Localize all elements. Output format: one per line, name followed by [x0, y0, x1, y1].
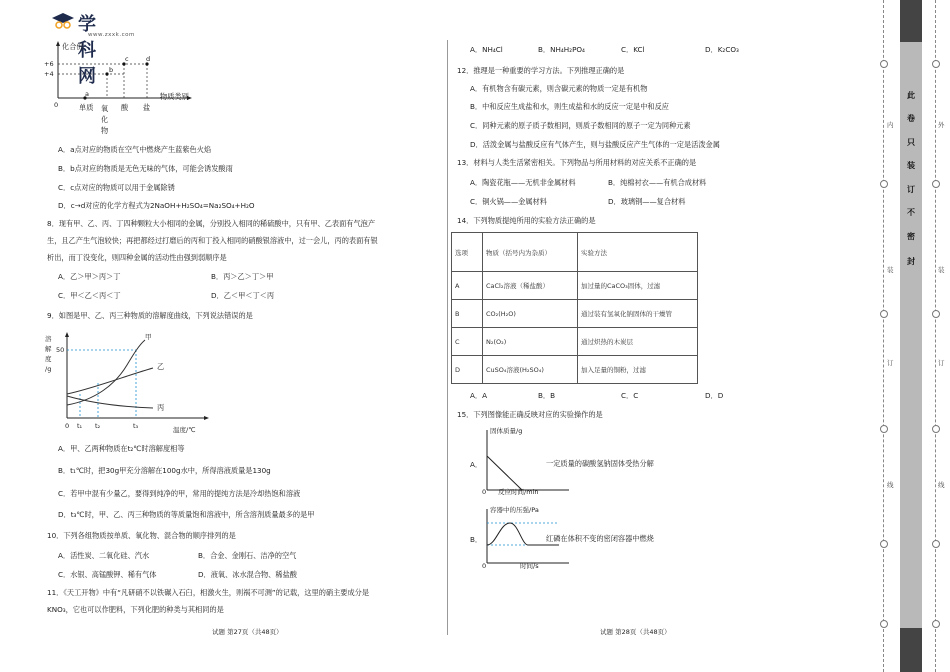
q15a-xlabel: 反应时间/min	[498, 488, 539, 496]
binding-hole	[932, 180, 940, 188]
outer-dashed-line	[935, 0, 936, 672]
binding-hole	[932, 60, 940, 68]
tick-t1: t₁	[77, 422, 83, 430]
th-method: 实验方法	[578, 233, 698, 272]
q15b-xlabel: 时间/s	[520, 562, 539, 570]
q11-opt-d: D．K₂CO₃	[705, 45, 739, 54]
sol-ylabel-4: /g	[45, 365, 52, 373]
q15a-ylabel: 固体质量/g	[490, 427, 523, 435]
binding-hole	[932, 540, 940, 548]
solubility-axes	[45, 330, 225, 430]
q11-opt-a: A．NH₄Cl	[470, 45, 503, 54]
seal-char: 只	[907, 138, 915, 147]
q15b-figure	[468, 503, 768, 573]
table-header-row	[452, 233, 698, 272]
q8-opt-c: C．甲＜乙＜丙＜丁	[58, 291, 121, 300]
seal-char: 密	[907, 232, 915, 241]
table-row	[452, 328, 698, 356]
q12-stem: 12．推理是一种重要的学习方法。下列推理正确的是	[457, 66, 625, 75]
outer-char: 订	[938, 359, 945, 367]
column-divider	[447, 40, 448, 635]
seal-char: 订	[907, 185, 915, 194]
sol-ylabel-1: 溶	[45, 335, 52, 343]
logo-text: 学科网	[78, 14, 97, 87]
label-bing: 丙	[157, 403, 165, 412]
q15a-label: A．	[470, 460, 483, 469]
q9-opt-b: B．t₁℃时，把30g甲充分溶解在100g水中，所得溶液质量是130g	[58, 466, 271, 475]
q11-line-2: KNO₃，它也可以作肥料，下列化肥的种类与其相同的是	[47, 605, 224, 614]
seal-char: 不	[907, 208, 915, 217]
q7-opt-d: D．c→d对应的化学方程式为2NaOH+H₂SO₄=Na₂SO₄+H₂O	[58, 201, 255, 210]
q9-opt-a: A．甲、乙两种物质在t₂℃时溶解度相等	[58, 444, 185, 453]
q7-opt-b: B．b点对应的物质是无色无味的气体，可能会诱发酸雨	[58, 164, 233, 173]
seal-char: 封	[907, 257, 915, 266]
q10-opt-b: B．合金、金刚石、洁净的空气	[198, 551, 297, 560]
q9-stem: 9．如图是甲、乙、丙三种物质的溶解度曲线，下列说法错误的是	[47, 311, 253, 320]
sol-ylabel-2: 解	[45, 345, 52, 353]
table-cell: 加过量的CaCO₃固体，过滤	[578, 272, 698, 300]
tick-zero: 0	[54, 101, 59, 109]
purification-table	[451, 232, 698, 384]
logo-url: www.zxxk.com	[88, 32, 135, 38]
tick-0: 0	[65, 422, 70, 430]
label-d: d	[146, 55, 151, 63]
q10-opt-d: D．液氧、冰水混合物、稀盐酸	[198, 570, 297, 579]
q15b-label: B．	[470, 535, 483, 544]
seal-char: 此	[907, 91, 915, 100]
table-cell: B	[452, 300, 483, 328]
table-row	[452, 300, 698, 328]
q15a-figure	[468, 424, 768, 499]
q13-opt-b: B．纯棉衬衣——有机合成材料	[608, 178, 707, 187]
inner-char: 装	[887, 266, 894, 274]
tick-plus4: +4	[44, 70, 54, 78]
curve-yi	[67, 368, 153, 394]
table-cell: C	[452, 328, 483, 356]
inner-char: 内	[887, 121, 894, 129]
sol-y-mark: 50	[56, 346, 65, 354]
q15b-origin: 0	[482, 562, 487, 570]
q12-opt-c: C．同种元素的原子质子数相同，则质子数相同的原子一定为同种元素	[470, 121, 691, 130]
q8-line-3: 析出，而丁没变化，则四种金属的活动性由强到弱顺序是	[47, 253, 227, 262]
table-cell: 加入足量的铜粉，过滤	[578, 356, 698, 384]
q15a-origin: 0	[482, 488, 487, 496]
q8-opt-b: B．丙＞乙＞丁＞甲	[211, 272, 274, 281]
outer-char: 装	[938, 266, 945, 274]
tick-t2: t₂	[95, 422, 101, 430]
q13-opt-d: D．玻璃钢——复合材料	[608, 197, 686, 206]
q9-opt-d: D．t₃℃时，甲、乙、丙三种物质的等质量饱和溶液中，所含溶剂质量最多的是甲	[58, 510, 315, 519]
label-yi: 乙	[157, 362, 165, 371]
q15b-ylabel: 容器中的压强/Pa	[490, 506, 539, 514]
table-cell: A	[452, 272, 483, 300]
table-cell: D	[452, 356, 483, 384]
tick-t3: t₃	[133, 422, 139, 430]
q11-line-1: 11．《天工开物》中有“凡研硝不以铁碾入石臼，相激火生，则祸不可测”的记载，这里的硝主要成分是	[47, 588, 370, 597]
q10-opt-c: C．水银、高锰酸钾、稀有气体	[58, 570, 157, 579]
q12-opt-a: A．有机物含有碳元素，则含碳元素的物质一定是有机物	[470, 84, 648, 93]
binding-hole	[880, 425, 888, 433]
q15a-text: 一定质量的碳酸氢钠固体受热分解	[546, 459, 654, 468]
q11-opt-c: C．KCl	[621, 45, 645, 54]
table-row	[452, 272, 698, 300]
valence-xlabel: 物质类别	[160, 92, 189, 101]
table-cell: 通过装有氢氧化钠固体的干燥管	[578, 300, 698, 328]
q13-stem: 13．材料与人类生活紧密相关。下列物品与所用材料的对应关系不正确的是	[457, 158, 697, 167]
q15b-text: 红磷在体积不变的密闭容器中燃烧	[546, 534, 654, 543]
q14-stem: 14．下列物质提纯所用的实验方法正确的是	[457, 216, 596, 225]
binding-hole	[932, 620, 940, 628]
cat-oxide: 氧化物	[101, 104, 109, 135]
cat-salt: 盐	[143, 103, 151, 112]
q10-opt-a: A．活性炭、二氧化硅、汽水	[58, 551, 150, 560]
seal-band-bottom	[900, 628, 922, 672]
q7-opt-c: C．c点对应的物质可以用于金属除锈	[58, 183, 175, 192]
label-b: b	[109, 66, 114, 74]
table-cell: 通过炽热的木炭层	[578, 328, 698, 356]
curve-jia	[67, 340, 145, 405]
inner-char: 订	[887, 359, 894, 367]
th-option: 选项	[452, 233, 483, 272]
q12-opt-d: D．活泼金属与盐酸反应有气体产生，则与盐酸反应产生气体的一定是活泼金属	[470, 140, 720, 149]
q8-opt-d: D．乙＜甲＜丁＜丙	[211, 291, 275, 300]
th-substance: 物质（括号内为杂质）	[483, 233, 578, 272]
footer-right: 试题 第28页（共48页）	[600, 628, 671, 636]
seal-char: 装	[907, 161, 915, 170]
binding-hole	[880, 180, 888, 188]
binding-hole	[932, 425, 940, 433]
seal-band-top	[900, 0, 922, 42]
binding-hole	[932, 310, 940, 318]
valence-ylabel: 化合价	[62, 42, 84, 51]
logo-cap-icon	[52, 12, 74, 30]
q14-opt-d: D．D	[705, 391, 724, 400]
label-c: c	[125, 55, 129, 63]
binding-hole	[880, 540, 888, 548]
q10-stem: 10．下列各组物质按单质、氧化物、混合物的顺序排列的是	[47, 531, 236, 540]
footer-left: 试题 第27页（共48页）	[212, 628, 283, 636]
cat-elemental: 单质	[79, 103, 94, 112]
outer-char: 线	[938, 481, 945, 489]
solubility-figure	[45, 330, 225, 438]
binding-hole	[880, 310, 888, 318]
table-cell: CuSO₄溶液(H₂SO₄)	[483, 356, 578, 384]
cat-acid: 酸	[121, 103, 129, 112]
sol-ylabel-3: 度	[45, 355, 52, 363]
q15-stem: 15．下列图像能正确反映对应的实验操作的是	[457, 410, 603, 419]
q15a-curve	[487, 456, 522, 490]
q9-opt-c: C．若甲中混有少量乙，要得到纯净的甲，常用的提纯方法是冷却热饱和溶液	[58, 489, 301, 498]
label-a: a	[85, 90, 89, 98]
q13-opt-a: A．陶瓷花瓶——无机非金属材料	[470, 178, 576, 187]
q8-line-1: 8．现有甲、乙、丙、丁四种颗粒大小相同的金属，分别投入相同的稀硫酸中，只有甲、乙表面有气泡产	[47, 219, 376, 228]
inner-char: 线	[887, 481, 894, 489]
valence-figure	[40, 40, 210, 140]
seal-char: 卷	[907, 114, 915, 123]
q8-line-2: 生，且乙产生气泡较快；再把都经过打磨后的丙和丁投入相同的硝酸银溶液中，过一会儿，丙的表面有银	[47, 236, 378, 245]
tick-plus6: +6	[44, 60, 54, 68]
outer-char: 外	[938, 121, 945, 129]
q12-opt-b: B．中和反应生成盐和水，则生成盐和水的反应一定是中和反应	[470, 102, 669, 111]
q8-opt-a: A．乙＞甲＞丙＞丁	[58, 272, 121, 281]
table-cell: CO₂(H₂O)	[483, 300, 578, 328]
table-cell: N₂(O₂)	[483, 328, 578, 356]
q7-opt-a: A．a点对应的物质在空气中燃烧产生蓝紫色火焰	[58, 145, 212, 154]
q14-opt-c: C．C	[621, 391, 639, 400]
inner-dashed-line	[883, 0, 884, 672]
binding-hole	[880, 60, 888, 68]
q13-opt-c: C．铜火锅——金属材料	[470, 197, 547, 206]
q14-opt-b: B．B	[538, 391, 556, 400]
label-jia: 甲	[145, 333, 152, 341]
binding-hole	[880, 620, 888, 628]
q11-opt-b: B．NH₄H₂PO₄	[538, 45, 585, 54]
table-cell: CaCl₂溶液（稀盐酸）	[483, 272, 578, 300]
table-row	[452, 356, 698, 384]
sol-xlabel: 温度/℃	[173, 426, 196, 434]
q14-opt-a: A．A	[470, 391, 488, 400]
